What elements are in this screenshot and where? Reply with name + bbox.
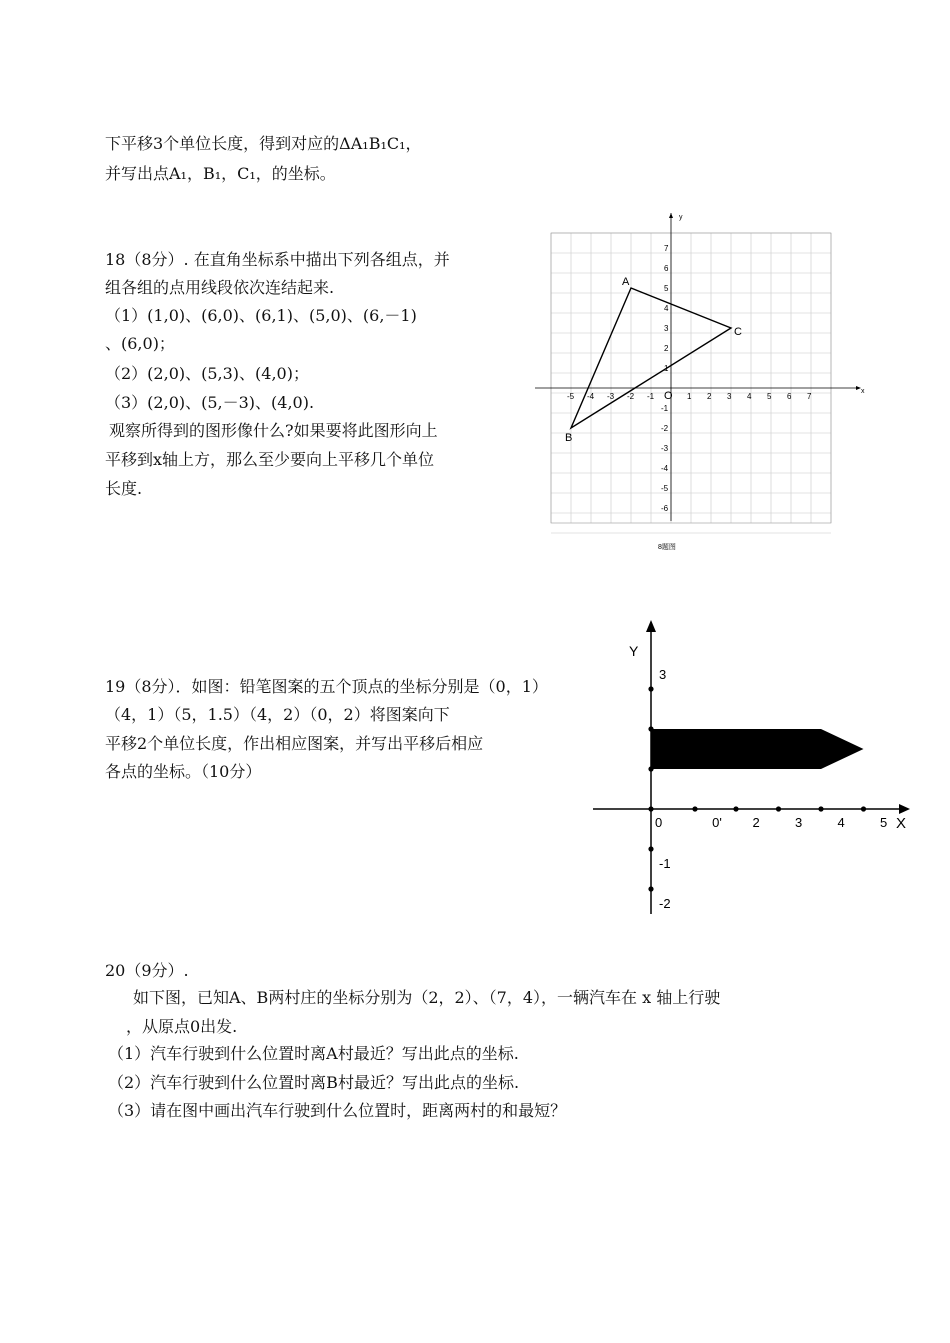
q19-text-line: 19（8分）．如图：铅笔图案的五个顶点的坐标分别是（0，1）: [105, 677, 548, 696]
x-tick-label: 4: [837, 815, 845, 830]
x-tick-label: -5: [567, 392, 575, 401]
q20-text-line: ，从原点0出发.: [126, 1017, 238, 1036]
x-axis-dot: [776, 806, 781, 811]
q18-text-line: 组各组的点用线段依次连结起来.: [105, 278, 335, 297]
q20-text-line: （3）请在图中画出汽车行驶到什么位置时，距离两村的和最短？: [108, 1101, 567, 1120]
x-tick-label: 0': [712, 815, 722, 830]
x-tick-label: 5: [880, 815, 888, 830]
y-axis-arrow: [646, 620, 656, 632]
x-axis-dot: [692, 806, 697, 811]
q20-header: 20（9分）.: [105, 961, 189, 980]
q20-text-line: （2）汽车行驶到什么位置时离B村最近？写出此点的坐标.: [108, 1073, 520, 1092]
y-tick-label: -1: [659, 856, 671, 871]
y-tick-label: 6: [664, 264, 669, 273]
x-tick-label: -4: [587, 392, 595, 401]
x-axis-dot: [861, 806, 866, 811]
y-tick-label: 2: [664, 344, 669, 353]
q19-text-line: （4，1）（5，1.5）（4，2）（0，2）将图案向下: [105, 705, 450, 724]
y-tick-label: 3: [659, 667, 667, 682]
y-tick-label: 3: [664, 324, 669, 333]
y-axis-dot: [648, 766, 653, 771]
q18-text-line: 长度.: [105, 479, 143, 498]
q19-axis-dots: [648, 686, 866, 891]
y-tick-label: -6: [661, 504, 669, 513]
q18-text-line: 18（8分）. 在直角坐标系中描出下列各组点，并: [105, 250, 450, 269]
y-tick-label: 5: [664, 284, 669, 293]
q17-line-2: 并写出点A₁，B₁，C₁，的坐标。: [105, 164, 336, 183]
y-axis-dot: [648, 806, 653, 811]
q18-point-labels: [565, 276, 742, 444]
q19-x-axis-label: X: [896, 815, 907, 832]
x-tick-label: -1: [647, 392, 655, 401]
point-label-b: B: [565, 432, 573, 444]
x-axis-arrow: [899, 804, 910, 814]
q20-text-line: 如下图，已知A、B两村庄的坐标分别为（2，2）、（7，4），一辆汽车在 x 轴上行驶: [133, 988, 721, 1007]
x-tick-label: 2: [752, 815, 760, 830]
x-tick-label: 2: [707, 392, 712, 401]
q18-axes: [535, 213, 861, 521]
x-tick-label: 3: [727, 392, 732, 401]
q18-text-line: （1）(1,0)、(6,0)、(6,1)、(5,0)、(6,－1): [105, 306, 417, 325]
q18-coordinate-figure: [530, 205, 870, 565]
point-label-a: A: [622, 276, 630, 288]
y-tick-label: 1: [664, 364, 669, 373]
y-tick-label: -2: [661, 424, 669, 433]
q19-text-line: 各点的坐标。（10分）: [105, 762, 262, 781]
y-tick-label: 1: [659, 747, 667, 762]
q19-pencil-shape: [651, 729, 864, 769]
q19-pencil-figure: [585, 610, 915, 920]
y-tick-label: -4: [661, 464, 669, 473]
x-tick-label: 6: [787, 392, 792, 401]
y-tick-label: 7: [664, 244, 669, 253]
q18-y-axis-label: y: [679, 214, 683, 221]
q18-text-line: 、(6,0)；: [105, 334, 175, 353]
x-tick-label: -2: [627, 392, 635, 401]
y-tick-label: -2: [659, 896, 671, 911]
x-tick-label: 3: [795, 815, 803, 830]
x-tick-label: 0: [655, 815, 663, 830]
x-tick-label: 4: [747, 392, 752, 401]
x-tick-label: 5: [767, 392, 772, 401]
q18-text-line: （3）(2,0)、(5,－3)、(4,0).: [105, 393, 315, 412]
q19-text-line: 平移2个单位长度，作出相应图案，并写出平移后相应: [105, 734, 484, 753]
x-tick-label: 1: [687, 392, 692, 401]
x-axis-dot: [733, 806, 738, 811]
q19-tick-labels: [655, 667, 887, 911]
q18-text-line: 观察所得到的图形像什么?如果要将此图形向上: [109, 421, 438, 440]
y-tick-label: -1: [661, 404, 669, 413]
y-tick-label: -3: [661, 444, 669, 453]
q18-text-line: 平移到x轴上方，那么至少要向上平移几个单位: [105, 450, 435, 469]
y-axis-dot: [648, 686, 653, 691]
q18-grid: [551, 233, 831, 533]
x-tick-label: -3: [607, 392, 615, 401]
y-tick-label: -5: [661, 484, 669, 493]
q18-tick-labels: [567, 244, 812, 513]
q18-caption: 8题图: [658, 544, 676, 551]
q18-text-line: （2）(2,0)、(5,3)、(4,0)；: [105, 364, 309, 383]
y-axis-arrow: [669, 213, 673, 218]
y-axis-dot: [648, 726, 653, 731]
y-axis-dot: [648, 886, 653, 891]
q18-origin-label: O: [664, 390, 673, 402]
point-label-c: C: [734, 326, 742, 338]
x-tick-label: 7: [807, 392, 812, 401]
y-tick-label: 4: [664, 304, 669, 313]
q18-x-axis-label: x: [861, 388, 865, 395]
y-axis-dot: [648, 846, 653, 851]
q17-line-1: 下平移3个单位长度，得到对应的ΔA₁B₁C₁，: [105, 134, 422, 153]
q19-y-axis-label: Y: [629, 643, 639, 659]
q20-text-line: （1）汽车行驶到什么位置时离A村最近？写出此点的坐标.: [108, 1044, 519, 1063]
x-axis-dot: [818, 806, 823, 811]
